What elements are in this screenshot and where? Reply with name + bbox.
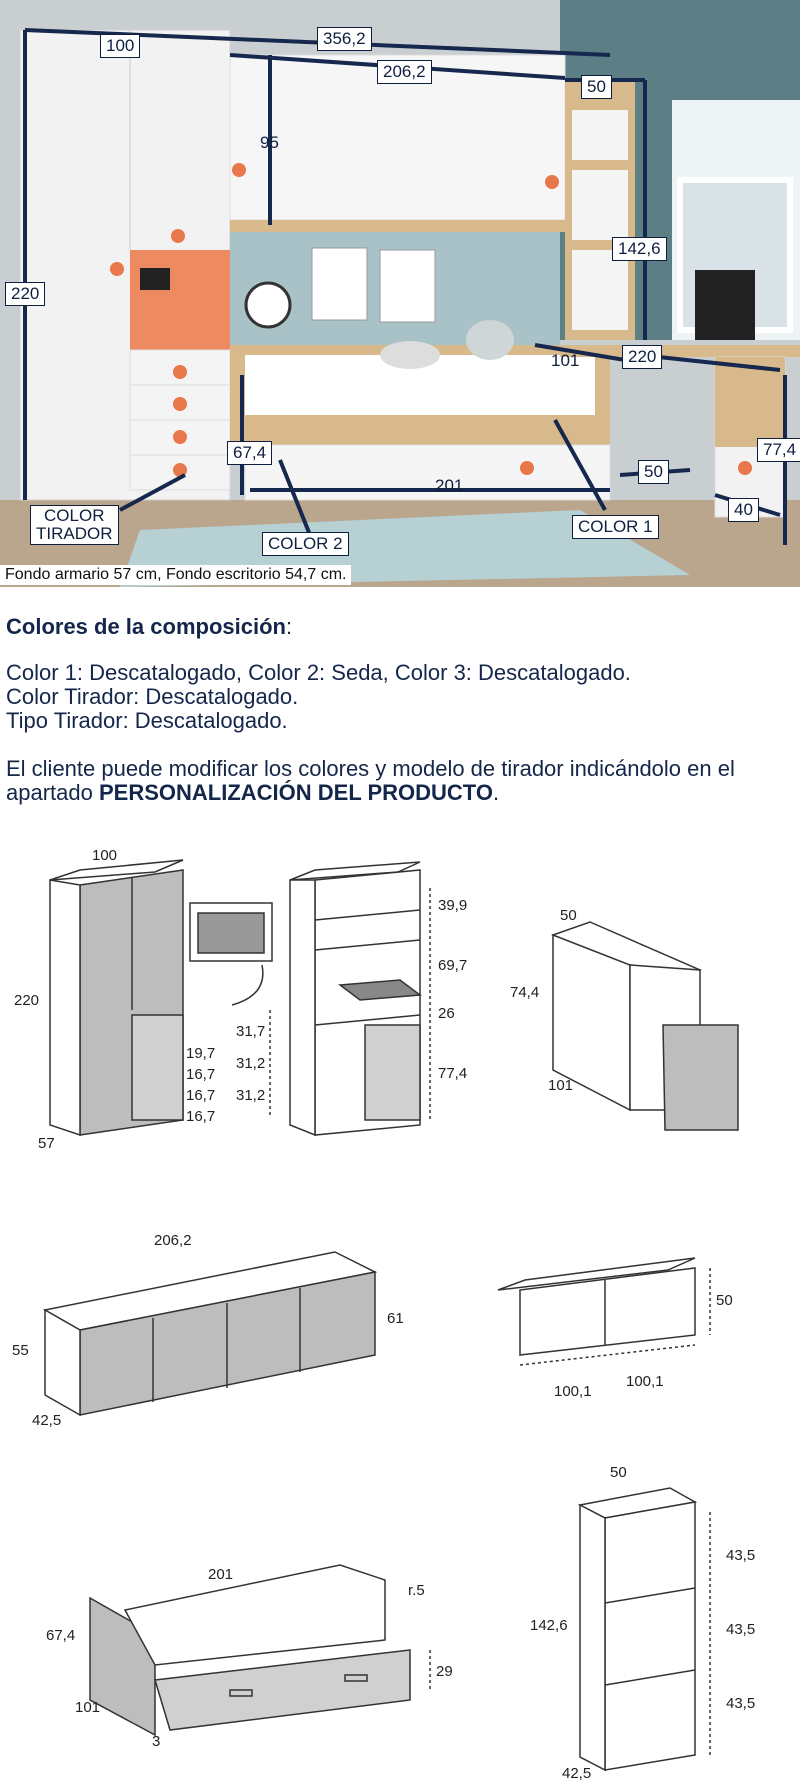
dim-shelf-width: 50 — [581, 75, 612, 99]
open-wardrobe-mid: 69,7 — [438, 957, 468, 974]
dim-bed-length: 201 — [435, 476, 464, 495]
colors-heading — [6, 615, 292, 639]
tall-shelf-section-2: 43,5 — [726, 1621, 756, 1638]
bed-length-label: 201 — [208, 1566, 234, 1583]
open-wardrobe-left-3: 31,2 — [236, 1087, 266, 1104]
open-wardrobe-top: 39,9 — [438, 897, 468, 914]
wardrobe-drawer-2: 16,7 — [186, 1066, 216, 1083]
shelf-w2-label: 100,1 — [626, 1373, 664, 1390]
dim-bridge-width: 206,2 — [377, 60, 432, 84]
bed-drawer-label: 29 — [436, 1663, 453, 1680]
bridge-depth-label: 42,5 — [32, 1412, 62, 1429]
wardrobe-drawer-3: 16,7 — [186, 1087, 216, 1104]
desk-height-label: 74,4 — [510, 984, 540, 1001]
room-photo — [0, 0, 800, 587]
tall-shelf-width-label: 50 — [610, 1464, 627, 1481]
dim-bed-height: 67,4 — [227, 441, 272, 465]
dim-bridge-height: 95 — [260, 133, 279, 152]
bed-gap-label: 3 — [152, 1733, 161, 1750]
desk-depth-label: 101 — [548, 1077, 574, 1094]
open-wardrobe-left-2: 31,2 — [236, 1055, 266, 1072]
tall-shelf-section-1: 43,5 — [726, 1547, 756, 1564]
bed-drawing — [90, 1565, 430, 1735]
open-wardrobe-drawing — [270, 862, 430, 1135]
wardrobe-drawer-1: 19,7 — [186, 1045, 216, 1062]
desk-width-label: 50 — [560, 907, 577, 924]
colors-line-3: Tipo Tirador: Descatalogado. — [6, 708, 288, 733]
depth-caption: Fondo armario 57 cm, Fondo escritorio 54,7 cm. — [0, 565, 351, 585]
dim-drawer-width: 40 — [728, 498, 759, 522]
dim-desk-width: 220 — [622, 345, 662, 369]
note-prefix: apartado — [6, 780, 99, 805]
bed-radius-label: r.5 — [408, 1582, 425, 1599]
dim-shelf-height: 142,6 — [612, 237, 667, 261]
desk-unit-drawing — [553, 922, 738, 1130]
open-wardrobe-gap: 26 — [438, 1005, 455, 1022]
note-suffix: . — [492, 780, 500, 805]
tall-shelf-height-label: 142,6 — [530, 1617, 568, 1634]
wardrobe-drawer-4: 16,7 — [186, 1108, 216, 1125]
dim-total-width: 356,2 — [317, 27, 372, 51]
open-wardrobe-right: 77,4 — [438, 1065, 468, 1082]
dim-wardrobe-height: 220 — [5, 282, 45, 306]
bridge-drawing — [45, 1252, 375, 1415]
bed-depth-label: 101 — [75, 1699, 101, 1716]
dim-desk-height: 77,4 — [757, 438, 800, 462]
tall-shelf-depth-label: 42,5 — [562, 1765, 592, 1782]
bridge-height-label: 55 — [12, 1342, 29, 1359]
label-color-tirador: COLOR TIRADOR — [30, 505, 119, 545]
dim-wardrobe-width: 100 — [100, 34, 140, 58]
tall-shelf-section-3: 43,5 — [726, 1695, 756, 1712]
label-color-1: COLOR 1 — [572, 515, 659, 539]
note-line-2 — [6, 781, 499, 805]
shelf-w1-label: 100,1 — [554, 1383, 592, 1400]
shelf-height-label: 50 — [716, 1292, 733, 1309]
bridge-width-label: 206,2 — [154, 1232, 192, 1249]
bridge-height2-label: 61 — [387, 1310, 404, 1327]
colors-line-1: Color 1: Descatalogado, Color 2: Seda, Color 3: Descatalogado. — [6, 660, 631, 685]
personalizacion-link: PERSONALIZACIÓN DEL PRODUCTO — [98, 780, 493, 805]
dim-desk-depth: 50 — [638, 460, 669, 484]
wardrobe-width-label: 100 — [92, 847, 118, 864]
open-wardrobe-left-1: 31,7 — [236, 1023, 266, 1040]
colors-heading-text: Colores de la composición — [6, 614, 286, 639]
wardrobe-depth-label: 57 — [38, 1135, 55, 1152]
wardrobe-height-label: 220 — [14, 992, 40, 1009]
shelf-drawing — [498, 1258, 710, 1365]
note-line-1: El cliente puede modificar los colores y modelo de tirador indicándolo en el — [6, 756, 735, 781]
tall-shelf-drawing — [580, 1488, 710, 1770]
dim-bed-depth: 101 — [551, 351, 580, 370]
colors-heading-colon: : — [285, 614, 293, 639]
colors-line-2: Color Tirador: Descatalogado. — [6, 684, 299, 709]
label-color-2: COLOR 2 — [262, 532, 349, 556]
technical-drawings — [0, 840, 800, 1786]
bed-height-label: 67,4 — [46, 1627, 76, 1644]
